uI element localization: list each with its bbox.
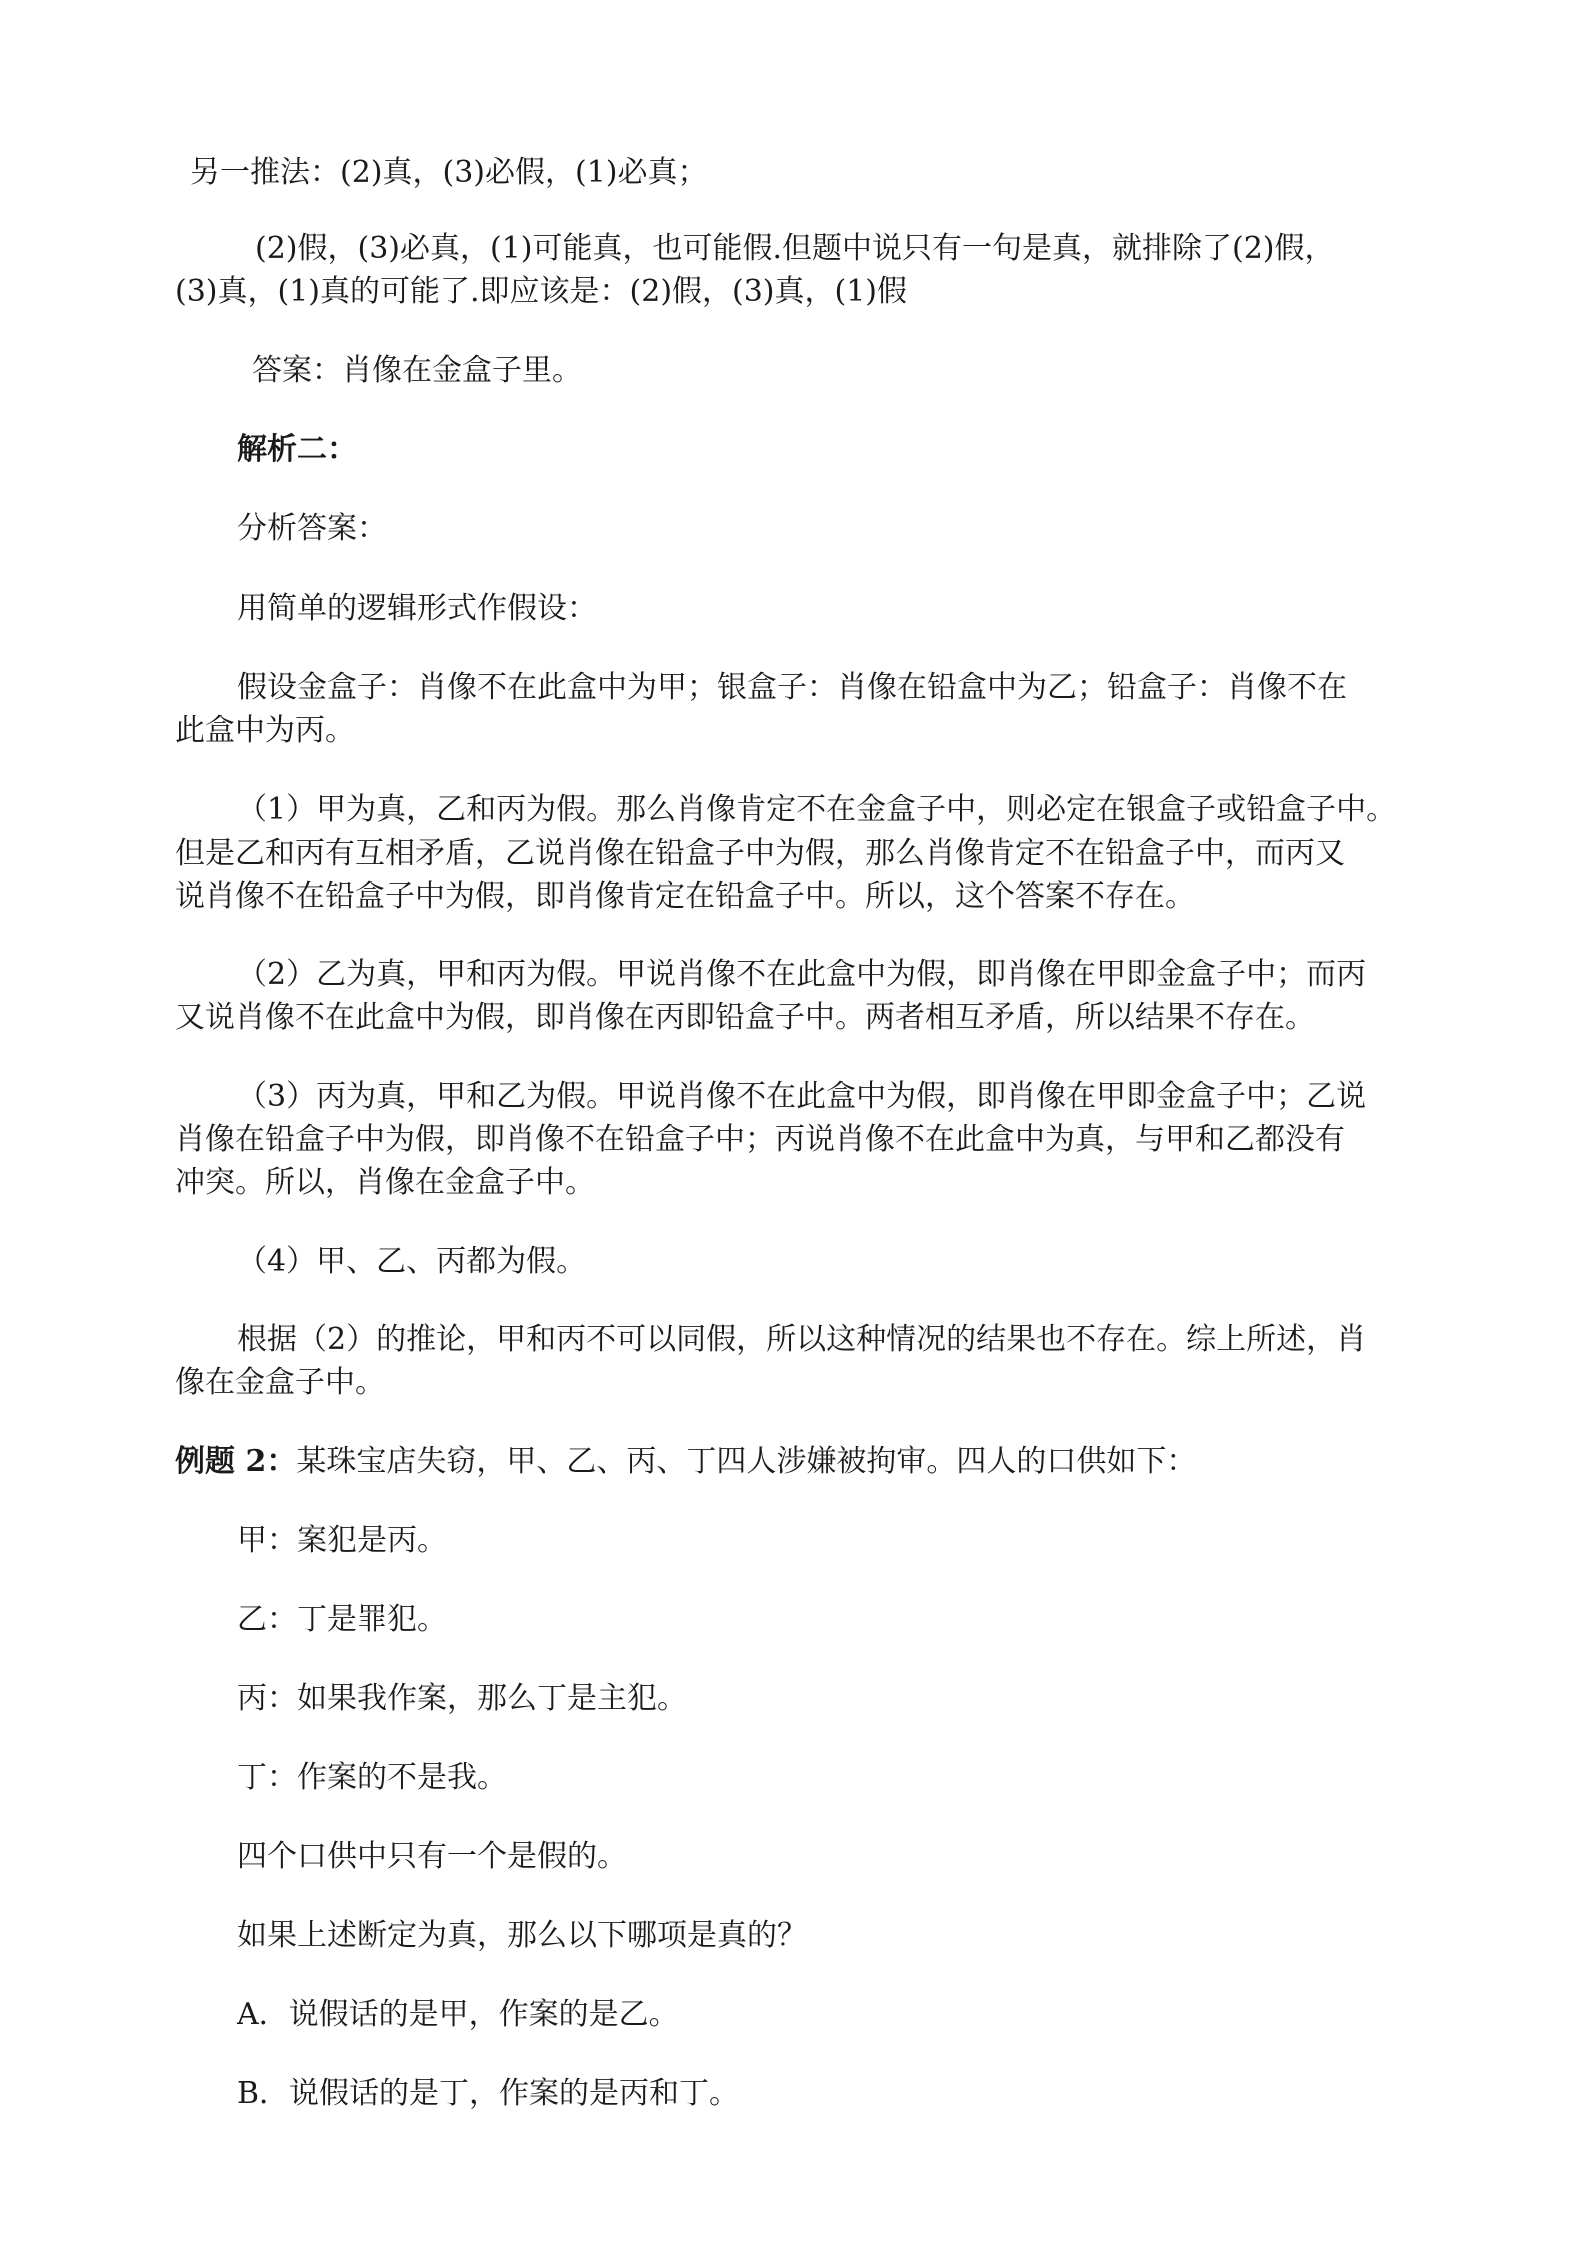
example-text: 某珠宝店失窃，甲、乙、丙、丁四人涉嫌被拘审。四人的口供如下： <box>296 1444 1197 1479</box>
section-heading: 解析二： <box>237 432 357 467</box>
paragraph-line: （2）乙为真，甲和丙为假。甲说肖像不在此盒中为假，即肖像在甲即金盒子中；而丙 <box>237 957 1367 992</box>
paragraph-line: 像在金盒子中。 <box>175 1365 385 1400</box>
option-line: A．说假话的是甲，作案的是乙。 <box>237 1997 679 2032</box>
paragraph-line: 肖像在铅盒子中为假，即肖像不在铅盒子中；丙说肖像不在此盒中为真，与甲和乙都没有 <box>175 1122 1345 1157</box>
paragraph-line: 此盒中为丙。 <box>175 713 355 748</box>
paragraph-line: (3)真，(1)真的可能了.即应该是：(2)假，(3)真，(1)假 <box>175 274 908 309</box>
option-line: B．说假话的是丁，作案的是丙和丁。 <box>237 2076 740 2111</box>
paragraph-line: 冲突。所以，肖像在金盒子中。 <box>175 1165 595 1200</box>
paragraph-line: 用简单的逻辑形式作假设： <box>237 591 597 626</box>
paragraph-line: 乙：丁是罪犯。 <box>237 1602 447 1637</box>
paragraph-line: 另一推法：(2)真，(3)必假，(1)必真； <box>190 155 708 190</box>
example-label: 例题 2： <box>175 1444 297 1479</box>
paragraph-line: 说肖像不在铅盒子中为假，即肖像肯定在铅盒子中。所以，这个答案不存在。 <box>175 879 1195 914</box>
paragraph-line: 如果上述断定为真，那么以下哪项是真的？ <box>237 1918 807 1953</box>
paragraph-line: 丁：作案的不是我。 <box>237 1760 507 1795</box>
paragraph-line: 分析答案： <box>237 511 387 546</box>
paragraph-line: (2)假，(3)必真，(1)可能真，也可能假.但题中说只有一句是真，就排除了(2)假， <box>255 231 1335 266</box>
paragraph-line: 甲：案犯是丙。 <box>237 1523 447 1558</box>
paragraph-line: 但是乙和丙有互相矛盾，乙说肖像在铅盒子中为假，那么肖像肯定不在铅盒子中，而丙又 <box>175 836 1345 871</box>
paragraph-line: 又说肖像不在此盒中为假，即肖像在丙即铅盒子中。两者相互矛盾，所以结果不存在。 <box>175 1000 1315 1035</box>
paragraph-line: 根据（2）的推论，甲和丙不可以同假，所以这种情况的结果也不存在。综上所述，肖 <box>237 1322 1367 1357</box>
answer-line: 答案：肖像在金盒子里。 <box>252 353 582 388</box>
example-line <box>175 1439 1475 1485</box>
paragraph-line: 四个口供中只有一个是假的。 <box>237 1839 627 1874</box>
paragraph-line: （4）甲、乙、丙都为假。 <box>237 1244 587 1279</box>
paragraph-line: 丙：如果我作案，那么丁是主犯。 <box>237 1681 687 1716</box>
paragraph-line: 假设金盒子：肖像不在此盒中为甲；银盒子：肖像在铅盒中为乙；铅盒子：肖像不在 <box>237 670 1347 705</box>
paragraph-line: （3）丙为真，甲和乙为假。甲说肖像不在此盒中为假，即肖像在甲即金盒子中；乙说 <box>237 1079 1367 1114</box>
paragraph-line: （1）甲为真，乙和丙为假。那么肖像肯定不在金盒子中，则必定在银盒子或铅盒子中。 <box>237 792 1397 827</box>
